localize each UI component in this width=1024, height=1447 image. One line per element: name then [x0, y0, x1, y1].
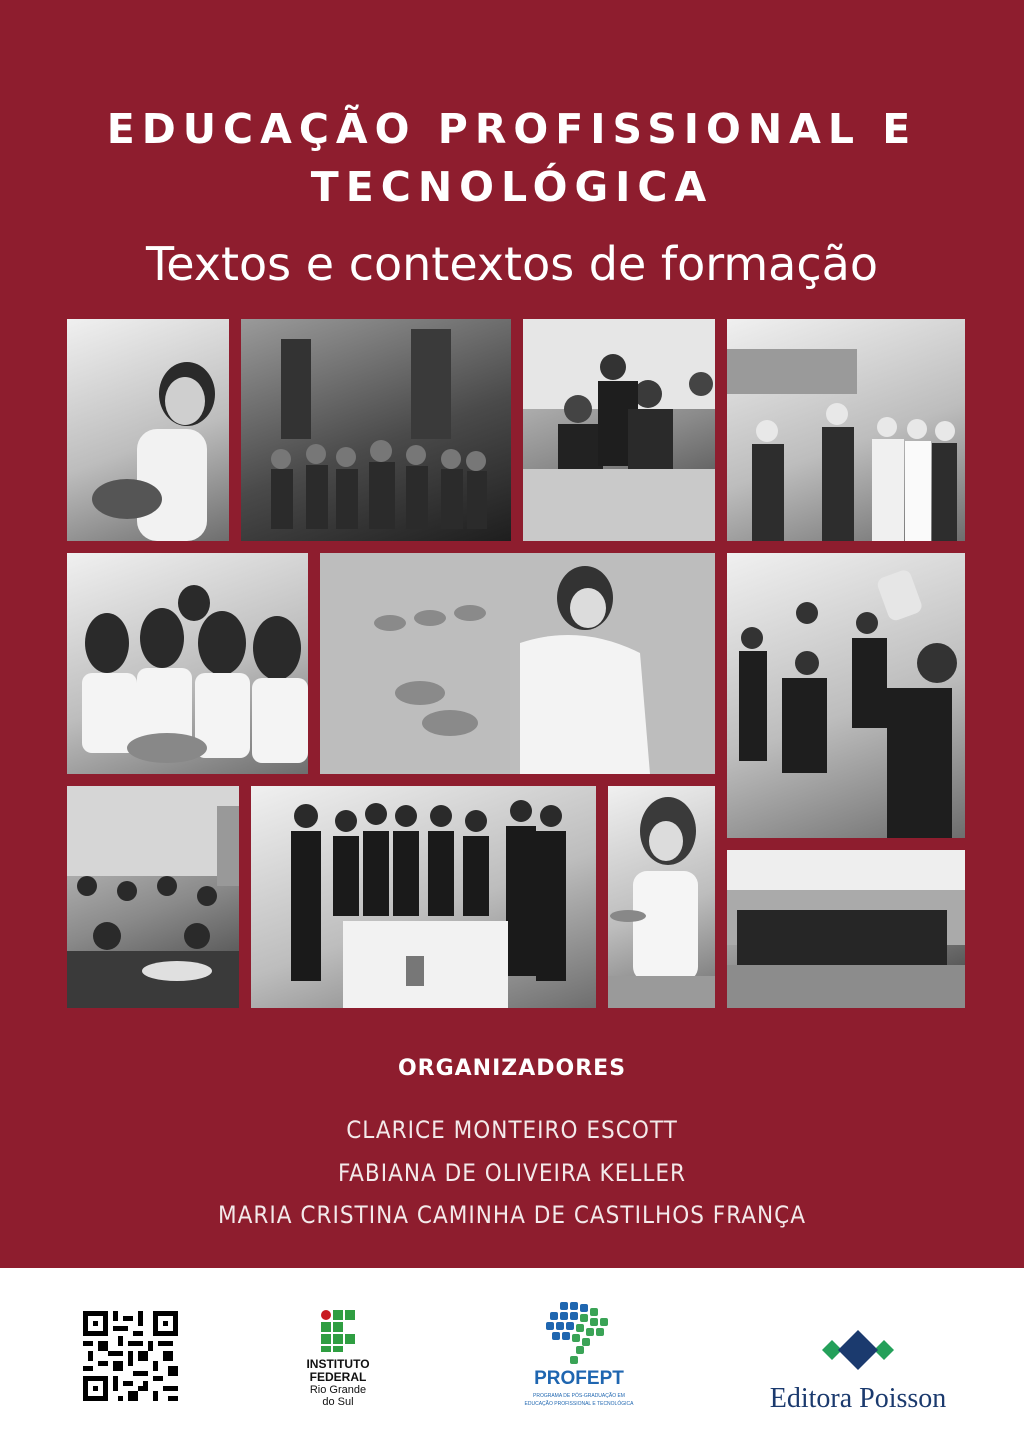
book-subtitle: Textos e contextos de formação — [146, 237, 878, 291]
book-title-line2: TECNOLÓGICA — [310, 163, 714, 211]
photo-students-lab-coats — [67, 553, 308, 774]
photo-industrial-kitchen-visit — [727, 319, 965, 541]
profept-name: PROFEPT — [534, 1368, 624, 1389]
poisson-name: Editora Poisson — [769, 1383, 947, 1414]
if-logo-text: do Sul — [322, 1396, 354, 1408]
organizer-name: MARIA CRISTINA CAMINHA DE CASTILHOS FRANÇA — [218, 1201, 806, 1229]
organizers-heading: ORGANIZADORES — [397, 1056, 627, 1081]
photo-students-celebrating — [727, 553, 965, 838]
photo-lab-petri-dishes — [320, 553, 715, 774]
instituto-federal-grid-icon — [321, 1310, 355, 1352]
profept-logo — [516, 1302, 642, 1414]
if-logo-text: Rio Grande — [309, 1384, 367, 1396]
photo-student-petri-dish — [608, 786, 715, 1008]
qr-code-icon[interactable] — [83, 1311, 178, 1401]
photo-large-group-outdoor — [727, 850, 965, 1008]
photo-volleyball-team-flag — [251, 786, 596, 1008]
organizer-name: CLARICE MONTEIRO ESCOTT — [346, 1116, 678, 1144]
editora-poisson-logo — [740, 1330, 976, 1420]
photo-classroom-activity — [67, 786, 239, 1008]
profept-subtitle: PROGRAMA DE PÓS-GRADUAÇÃO EM — [533, 1393, 625, 1399]
if-logo-text: INSTITUTO — [306, 1357, 370, 1371]
photo-factory-group — [241, 319, 511, 541]
poisson-diamond-icon — [820, 1330, 896, 1376]
if-logo-text: FEDERAL — [309, 1370, 367, 1384]
profept-map-icon — [546, 1302, 612, 1366]
book-title-line1: EDUCAÇÃO PROFISSIONAL E — [106, 105, 918, 153]
photo-students-lab-bench — [523, 319, 715, 541]
instituto-federal-logo — [296, 1310, 380, 1410]
organizer-name: FABIANA DE OLIVEIRA KELLER — [337, 1159, 687, 1187]
photo-lab-student-flask — [67, 319, 229, 541]
profept-subtitle: EDUCAÇÃO PROFISSIONAL E TECNOLÓGICA — [524, 1401, 634, 1407]
